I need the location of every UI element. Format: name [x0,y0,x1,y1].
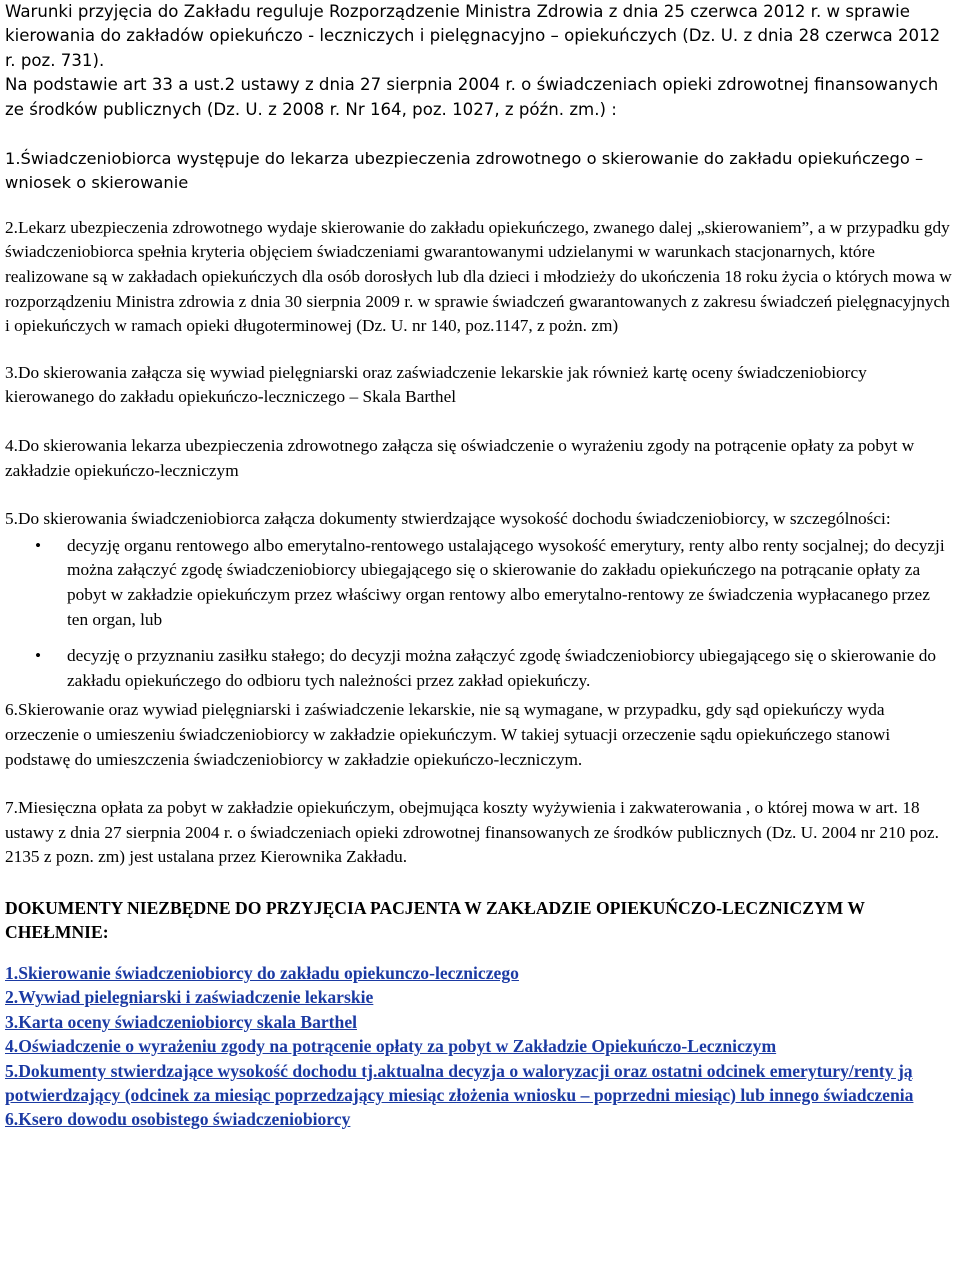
intro-section [5,0,955,122]
list-item-text: decyzję organu rentowego albo emerytalno-rentowego ustalającego wysokość emerytury, renty albo renty socjalnej; do decyzji można załączyć zgodę świadczeniobiorcy ubiegającego się o skierowanie do zakładu opiekuńczego na potrącanie opłaty za pobyt w zakładzie opiekuńczym przez właściwy organ rentowy albo emerytalno-rentowy ze świadczenia wypłacanego przez ten organ, lub [67,535,945,629]
link-consent-statement[interactable]: 4.Oświadczenie o wyrażeniu zgody na potrącenie opłaty za pobyt w Zakładzie Opiekuńczo-Leczniczym [5,1036,777,1057]
point-4: 4.Do skierowania lekarza ubezpieczenia zdrowotnego załącza się oświadczenie o wyrażeniu zgody na potrącenie opłaty za pobyt w zakładzie opiekuńczo-leczniczym [5,436,915,480]
points-section [5,147,955,870]
link-id-copy[interactable]: 6.Ksero dowodu osobistego świadczeniobiorcy [5,1109,351,1130]
list-item-text: decyzję o przyznaniu zasiłku stałego; do decyzji można załączyć zgodę świadczeniobiorcy ubiegającego się o skierowanie do zakładu opiekuńczego do odbioru tych należności przez zakład opiekuńczy. [67,646,936,690]
list-item [5,644,955,693]
documents-heading: DOKUMENTY NIEZBĘDNE DO PRZYJĘCIA PACJENTA W ZAKŁADZIE OPIEKUŃCZO-LECZNICZYM W CHEŁMNIE: [5,897,865,942]
link-income-documents[interactable]: 5.Dokumenty stwierdzające wysokość dochodu tj.aktualna decyzja o waloryzacji oraz ostatni odcinek emerytury/renty ją potwierdzający (odcinek za miesiąc poprzedzający miesiąc złożenia wniosku – poprzedni miesiąc) lub innego świadczenia [5,1060,914,1105]
point-2: 2.Lekarz ubezpieczenia zdrowotnego wydaje skierowanie do zakładu opiekuńczego, zwanego dalej „skierowaniem”, a w przypadku gdy świadczeniobiorca spełnia kryteria objęciem świadczeniami gwarantowanymi udzielanymi w warunkach stacjonarnych, które realizowane są w zakładach opiekuńczych dla osób dorosłych lub dla dzieci i młodzieży do ukończenia 18 roku życia o których mowa w rozporządzeniu Ministra zdrowia z dnia 30 sierpnia 2009 r. w sprawie świadczeń gwarantowanych z zakresu świadczeń pielęgnacyjnych i opiekuńczych w ramach opieki długoterminowej (Dz. U. nr 140, poz.1147, z pożn. zm) [5,217,952,336]
link-barthel-scale[interactable]: 3.Karta oceny świadczeniobiorcy skala Barthel [5,1011,358,1032]
point-6: 6.Skierowanie oraz wywiad pielęgniarski i zaświadczenie lekarskie, nie są wymagane, w przypadku, gdy sąd opiekuńczy wyda orzeczenie o umieszeniu świadczeniobiorcy w zakładzie opiekuńczym. W takiej sytuacji orzeczenie sądu opiekuńczego stanowi podstawę do umieszczenia świadczeniobiorcy w zakładzie opiekuńczo-leczniczym. [5,700,891,769]
bullet-icon: • [35,535,42,555]
point-3: 3.Do skierowania załącza się wywiad pielęgniarski oraz zaświadczenie lekarskie jak również kartę oceny świadczeniobiorcy kierowanego do zakładu opiekuńczo-leczniczego – Skala Barthel [5,362,867,407]
documents-section [5,896,955,1132]
intro-paragraph-regulation: Warunki przyjęcia do Zakładu reguluje Rozporządzenie Ministra Zdrowia z dnia 25 czerwca 2012 r. w sprawie kierowania do zakładów opiekuńczo - leczniczych i pielęgnacyjno – opiekuńczych (Dz. U. z dnia 28 czerwca 2012 r. poz. 731). [5,2,941,70]
bullet-icon: • [35,646,42,666]
income-documents-list [5,534,955,694]
documents-link-list [5,961,955,1132]
document-page [5,0,955,1132]
point-7: 7.Miesięczna opłata za pobyt w zakładzie opiekuńczym, obejmująca koszty wyżywienia i zakwaterowania , o której mowa w art. 18 ustawy z dnia 27 sierpnia 2004 r. o świadczeniach opieki zdrowotnej finansowanych ze środków publicznych (Dz. U. 2004 nr 210 poz. 2135 z pozn. zm) jest ustalana przez Kierownika Zakładu. [5,798,939,867]
link-nursing-interview[interactable]: 2.Wywiad pielegniarski i zaświadczenie lekarskie [5,987,374,1008]
point-1: 1.Świadczeniobiorca występuje do lekarza ubezpieczenia zdrowotnego o skierowanie do zakładu opiekuńczego – wniosek o skierowanie [5,149,924,193]
list-item [5,534,955,632]
link-referral[interactable]: 1.Skierowanie świadczeniobiorcy do zakładu opiekunczo-leczniczego [5,962,519,983]
point-5: 5.Do skierowania świadczeniobiorca załącza dokumenty stwierdzające wysokość dochodu świadczeniobiorcy, w szczególności: [5,509,891,529]
intro-paragraph-legal-basis: Na podstawie art 33 a ust.2 ustawy z dnia 27 sierpnia 2004 r. o świadczeniach opieki zdrowotnej finansowanych ze środków publicznych (Dz. U. z 2008 r. Nr 164, poz. 1027, z późn. zm.) : [5,75,939,119]
